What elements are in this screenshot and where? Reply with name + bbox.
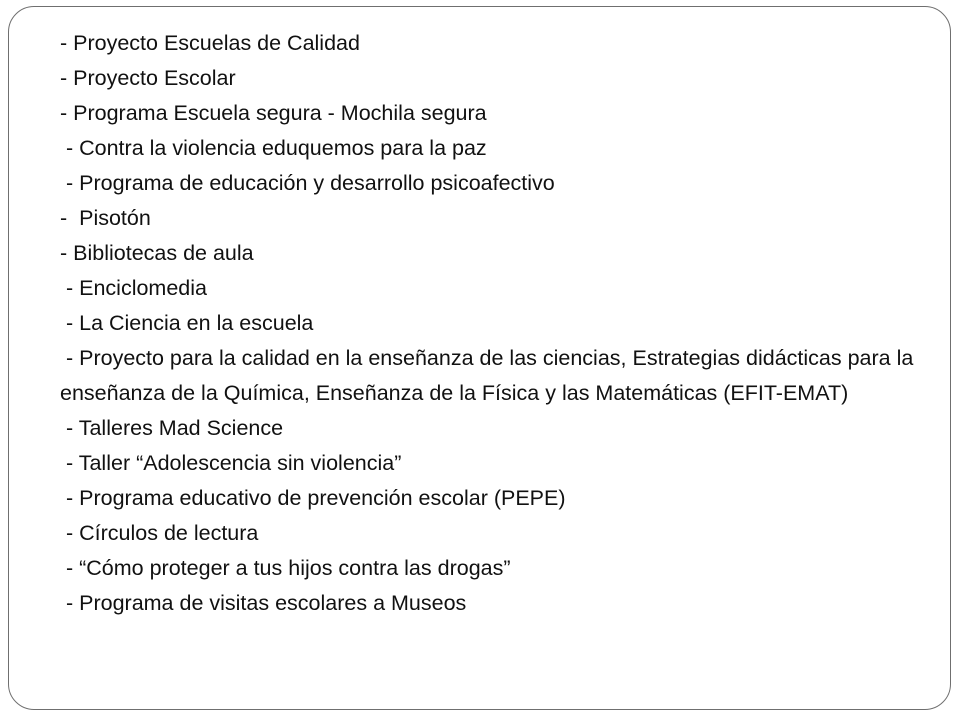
program-list	[60, 26, 920, 621]
list-item: - Programa Escuela segura - Mochila segura	[60, 101, 487, 125]
list-item: - Talleres Mad Science	[60, 416, 284, 440]
list-item: - Bibliotecas de aula	[60, 241, 254, 265]
list-item: - “Cómo proteger a tus hijos contra las drogas”	[60, 556, 511, 580]
list-item: - Programa de educación y desarrollo psicoafectivo	[60, 171, 555, 195]
list-item: - Proyecto Escolar	[60, 66, 236, 90]
list-item: - Proyecto Escuelas de Calidad	[60, 31, 360, 55]
list-item: - Taller “Adolescencia sin violencia”	[60, 451, 402, 475]
list-item: - Programa educativo de prevención escolar (PEPE)	[60, 486, 566, 510]
list-item: - Proyecto para la calidad en la enseñanza de las ciencias, Estrategias didácticas para la enseñanza de la Química, Enseñanza de la Física y las Matemáticas (EFIT-EMAT)	[60, 346, 920, 405]
list-item: - Contra la violencia eduquemos para la paz	[60, 136, 487, 160]
list-item: - Círculos de lectura	[60, 521, 259, 545]
list-item: - Programa de visitas escolares a Museos	[60, 591, 467, 615]
list-item: - La Ciencia en la escuela	[60, 311, 314, 335]
list-item: - Pisotón	[60, 206, 151, 230]
list-item: - Enciclomedia	[60, 276, 207, 300]
